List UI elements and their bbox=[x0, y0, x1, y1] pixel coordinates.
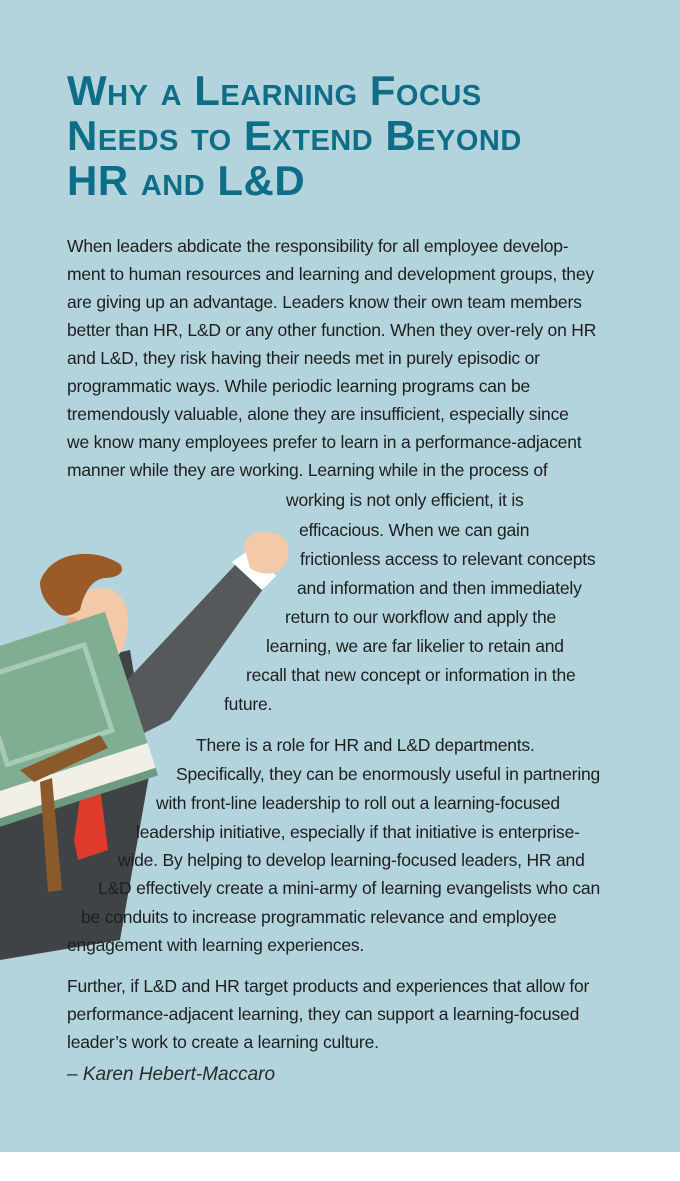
paragraph-line: Further, if L&D and HR target products and experiences that allow for bbox=[67, 976, 590, 996]
paragraph-line: and information and then immediately bbox=[297, 578, 582, 598]
paragraph-line: and L&D, they risk having their needs met in purely episodic or bbox=[67, 348, 540, 368]
paragraph-line: frictionless access to relevant concepts bbox=[300, 549, 596, 569]
paragraph-line: Specifically, they can be enormously useful in partnering bbox=[176, 764, 601, 784]
paragraph-line: be conduits to increase programmatic relevance and employee bbox=[81, 907, 557, 927]
paragraph-line: wide. By helping to develop learning-focused leaders, HR and bbox=[118, 850, 585, 870]
paragraph-line: ment to human resources and learning and development groups, they bbox=[67, 264, 594, 284]
paragraph-line: engagement with learning experiences. bbox=[67, 935, 365, 955]
paragraph-line: better than HR, L&D or any other function. When they over-rely on HR bbox=[67, 320, 597, 340]
paragraph-line: leader’s work to create a learning culture. bbox=[67, 1032, 379, 1052]
title-line: Needs to Extend Beyond bbox=[67, 112, 522, 159]
title-line: Why a Learning Focus bbox=[67, 67, 482, 114]
paragraph-line: with front-line leadership to roll out a learning-focused bbox=[156, 793, 560, 813]
paragraph-line: we know many employees prefer to learn in a performance-adjacent bbox=[67, 432, 582, 452]
paragraph-line: There is a role for HR and L&D departments. bbox=[196, 735, 535, 755]
title-line: HR and L&D bbox=[67, 157, 306, 204]
paragraph-line: L&D effectively create a mini-army of learning evangelists who can bbox=[98, 878, 600, 898]
paragraph-line: performance-adjacent learning, they can support a learning-focused bbox=[67, 1004, 580, 1024]
paragraph-line: return to our workflow and apply the bbox=[285, 607, 557, 627]
paragraph-line: programmatic ways. While periodic learning programs can be bbox=[67, 376, 531, 396]
paragraph-line: tremendously valuable, alone they are insufficient, especially since bbox=[67, 404, 569, 424]
article-title bbox=[67, 68, 667, 203]
paragraph-line: are giving up an advantage. Leaders know their own team members bbox=[67, 292, 582, 312]
paragraph-line: recall that new concept or information in the bbox=[246, 665, 576, 685]
paragraph-line: future. bbox=[224, 694, 273, 714]
paragraph-line: learning, we are far likelier to retain and bbox=[266, 636, 564, 656]
paragraph-line: working is not only efficient, it is bbox=[286, 490, 524, 510]
paragraph-line: manner while they are working. Learning while in the process of bbox=[67, 460, 548, 480]
paragraph-line: leadership initiative, especially if that initiative is enterprise- bbox=[136, 822, 580, 842]
paragraph-line: efficacious. When we can gain bbox=[299, 520, 530, 540]
paragraph-line: When leaders abdicate the responsibility for all employee develop- bbox=[67, 236, 569, 256]
author-attribution: – Karen Hebert-Maccaro bbox=[67, 1064, 276, 1085]
